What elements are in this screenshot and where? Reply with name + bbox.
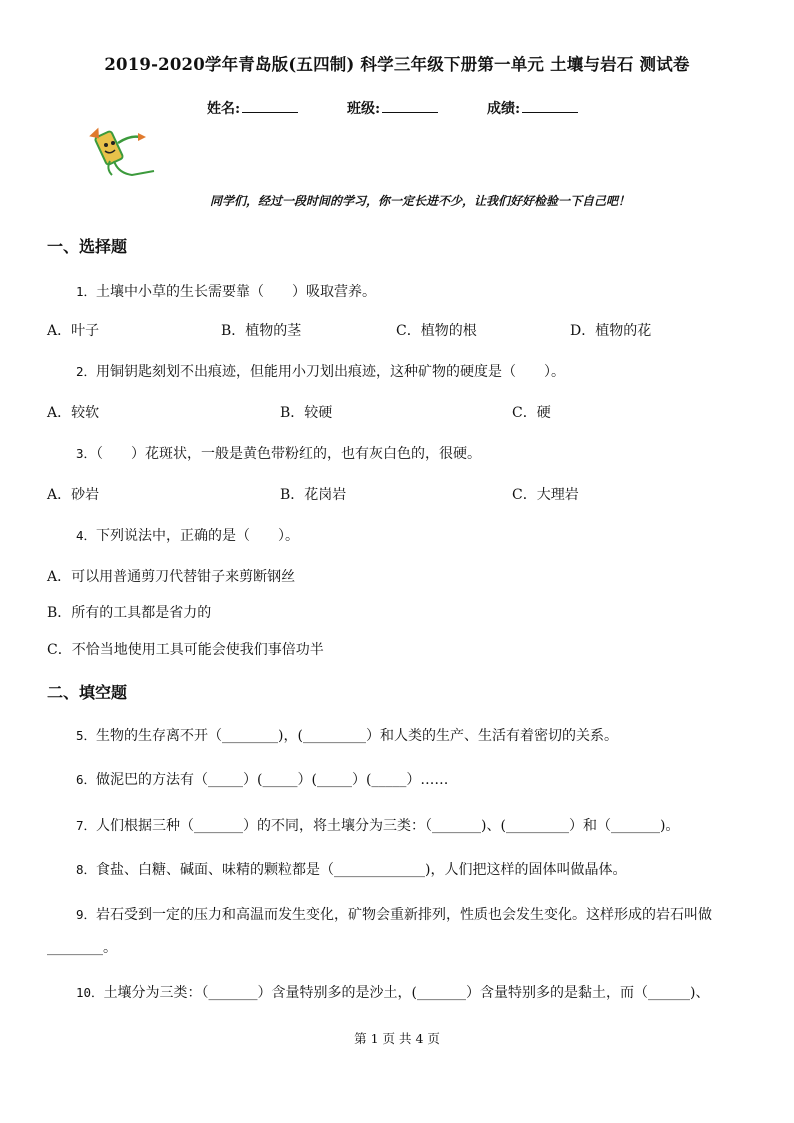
question-text: 土壤分为三类：（_______）含量特别多的是沙土，(_______）含量特别多的是黏土，而（______)、 xyxy=(103,985,710,1001)
question-text: 人们根据三种（_______）的不同，将土壤分为三类：（_______)、(_________）和（_______)。 xyxy=(96,818,680,834)
page-footer: 第 1 页 共 4 页 xyxy=(354,1031,440,1046)
q2-option-a[interactable]: A．较软 xyxy=(47,405,100,421)
question-number: 5． xyxy=(76,728,97,743)
question-text: （ ）花斑状，一般是黄色带粉红的，也有灰白色的，很硬。 xyxy=(96,446,482,462)
question-9-continuation: ________。 xyxy=(47,940,117,956)
name-field xyxy=(207,98,298,118)
q1-option-b[interactable]: B．植物的茎 xyxy=(221,323,302,339)
question-10 xyxy=(76,982,709,1002)
score-blank[interactable] xyxy=(522,98,578,113)
question-number: 9． xyxy=(76,907,97,922)
section-fill-heading: 二、填空题 xyxy=(47,683,128,702)
q3-option-a[interactable]: A．砂岩 xyxy=(47,487,100,503)
question-text: 用铜钥匙刻划不出痕迹，但能用小刀划出痕迹，这种矿物的硬度是（ ）。 xyxy=(96,364,566,380)
question-number: 1． xyxy=(76,284,97,299)
document-title: 2019-2020学年青岛版(五四制) 科学三年级下册第一单元 土壤与岩石 测试卷 xyxy=(104,55,690,74)
q3-option-b[interactable]: B．花岗岩 xyxy=(280,487,347,503)
q4-option-c[interactable]: C．不恰当地使用工具可能会使我们事倍功半 xyxy=(47,642,324,658)
question-text: 生物的生存离不开（________)，(_________）和人类的生产、生活有着密切的关系。 xyxy=(96,728,618,744)
class-label: 班级: xyxy=(347,101,381,117)
q2-option-c[interactable]: C．硬 xyxy=(512,405,551,421)
score-field xyxy=(487,98,578,118)
pencil-mascot-logo xyxy=(88,123,160,179)
question-number: 4． xyxy=(76,528,97,543)
question-2 xyxy=(76,361,565,381)
q2-option-b[interactable]: B．较硬 xyxy=(280,405,333,421)
question-text: 食盐、白糖、碱面、味精的颗粒都是（_____________)，人们把这样的固体叫做晶体。 xyxy=(96,862,627,878)
q1-option-a[interactable]: A．叶子 xyxy=(47,323,100,339)
encouragement-text: 同学们，经过一段时间的学习，你一定长进不少，让我们好好检验一下自己吧！ xyxy=(209,194,630,208)
q4-option-b[interactable]: B．所有的工具都是省力的 xyxy=(47,605,212,621)
question-6 xyxy=(76,769,448,789)
question-number: 8． xyxy=(76,862,97,877)
question-number: 2． xyxy=(76,364,97,379)
question-5 xyxy=(76,725,618,745)
name-label: 姓名: xyxy=(207,101,241,117)
q3-option-c[interactable]: C．大理岩 xyxy=(512,487,579,503)
class-field xyxy=(347,98,438,118)
section-choice-heading: 一、选择题 xyxy=(47,237,128,256)
question-8 xyxy=(76,859,627,879)
q1-option-c[interactable]: C．植物的根 xyxy=(396,323,477,339)
question-text: 下列说法中，正确的是（ ）。 xyxy=(96,528,300,544)
question-4 xyxy=(76,525,299,545)
question-9 xyxy=(76,904,712,924)
question-7 xyxy=(76,815,679,835)
question-number: 3． xyxy=(76,446,97,461)
question-number: 10． xyxy=(76,985,104,1000)
name-blank[interactable] xyxy=(242,98,298,113)
question-text: 做泥巴的方法有（_____）(_____）(_____）(_____）…… xyxy=(96,772,449,788)
q4-option-a[interactable]: A．可以用普通剪刀代替钳子来剪断钢丝 xyxy=(47,569,296,585)
question-text: 岩石受到一定的压力和高温而发生变化，矿物会重新排列，性质也会发生变化。这样形成的岩石叫做 xyxy=(96,907,713,923)
q1-option-d[interactable]: D．植物的花 xyxy=(570,323,652,339)
question-3 xyxy=(76,443,481,463)
question-text: 土壤中小草的生长需要靠（ ）吸取营养。 xyxy=(96,284,377,300)
question-1 xyxy=(76,281,376,301)
class-blank[interactable] xyxy=(382,98,438,113)
question-number: 6． xyxy=(76,772,97,787)
score-label: 成绩: xyxy=(487,101,521,117)
question-number: 7． xyxy=(76,818,97,833)
